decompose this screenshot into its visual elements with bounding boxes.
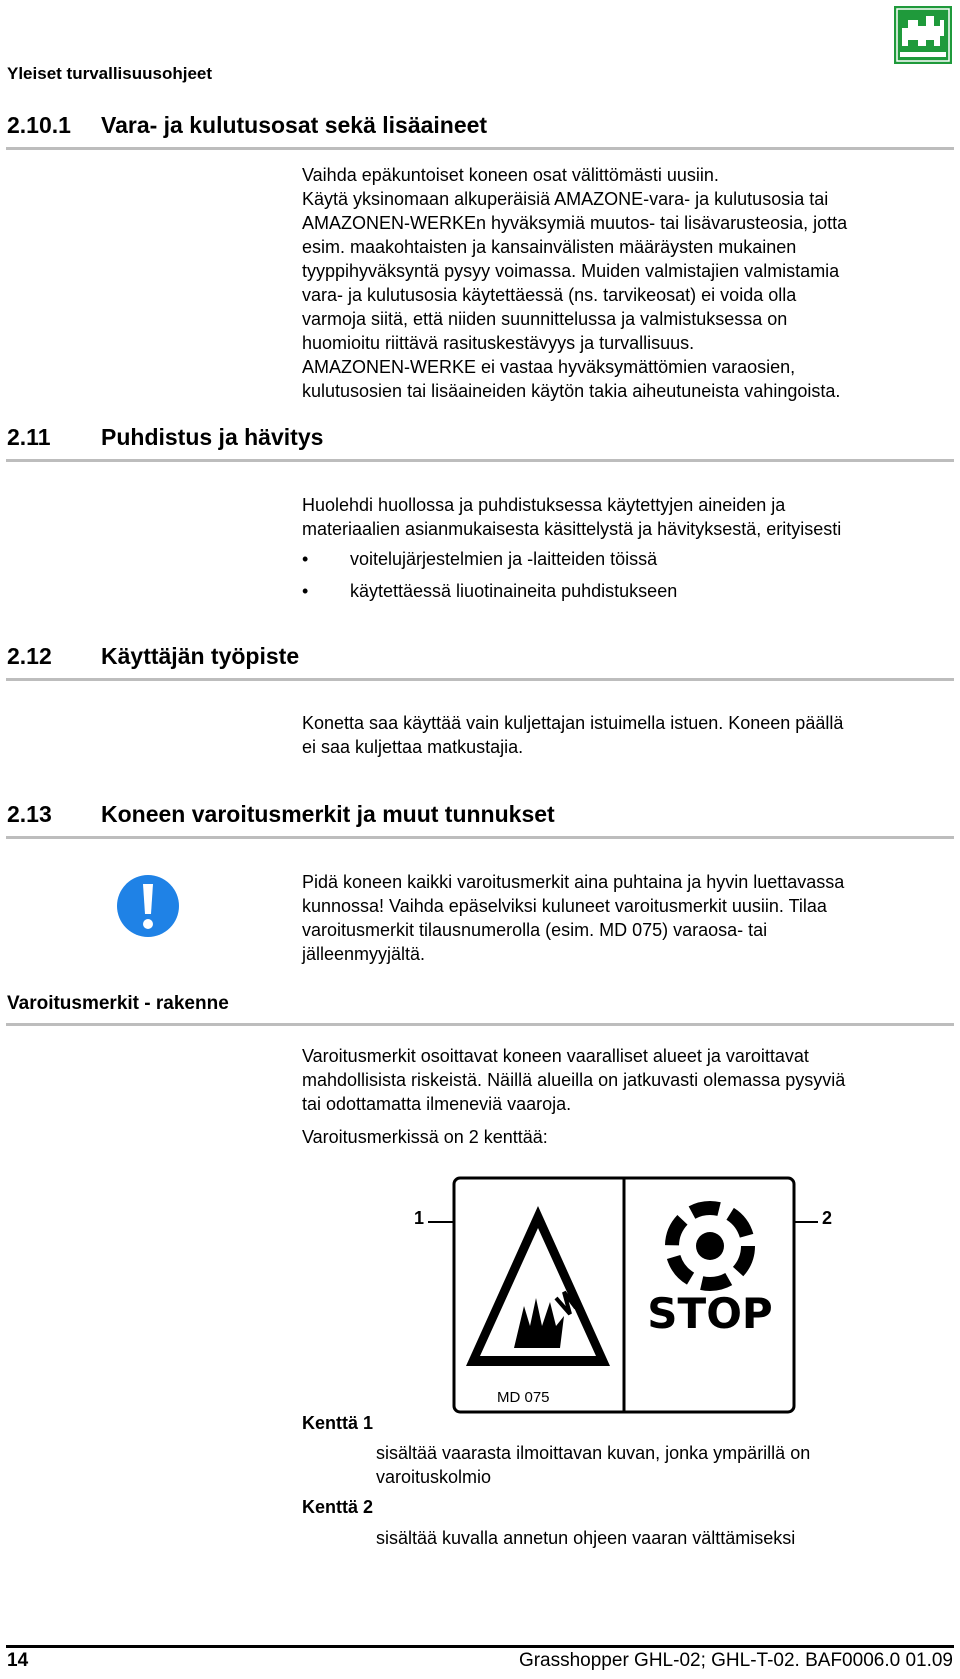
list-item: • voitelujärjestelmien ja -laitteiden töissä bbox=[302, 547, 942, 579]
field-1-label: Kenttä 1 bbox=[302, 1413, 374, 1433]
section-body-2-10-1: Vaihda epäkuntoiset koneen osat välittömästi uusiin. Käytä yksinomaan alkuperäisiä AMAZONE-vara- ja kulutusosia tai AMAZONEN-WERKEn hyväksymiä muutos- tai lisävarusteosia, jotta esim. maakohtaisten ja kansainvälisten määräysten mukainen tyyppihyväksyntä pysyy voimassa. Muiden valmistajien valmistamia vara- ja kulutusosia käytettäessä (ns. tarvikeosat) ei voida olla varmoja siitä, että niiden suunnittelussa ja valmistuksessa on huomioitu riittävä rasituskestävyys ja turvallisuus. AMAZONEN-WERKE ei vastaa hyväksymättömien varaosien, kulutusosien tai lisäaineiden käytön takia aiheutuneista vahingoista. bbox=[302, 165, 848, 401]
heading-rule bbox=[6, 678, 954, 681]
subsection-heading: Varoitusmerkit - rakenne bbox=[7, 993, 229, 1014]
bullet-list bbox=[302, 547, 942, 611]
document-reference: Grasshopper GHL-02; GHL-T-02. BAF0006.0 01.09 bbox=[518, 1650, 953, 1671]
structure-body: Varoitusmerkit osoittavat koneen vaaralliset alueet ja varoittavat mahdollisista riskeistä. Näillä alueilla on jatkuvasti olemassa pysyviä tai odottamatta ilmeneviä vaaroja. bbox=[302, 1046, 846, 1114]
running-header: Yleiset turvallisuusohjeet bbox=[7, 64, 213, 83]
section-body-2-11: Huolehdi huollossa ja puhdistuksessa käytettyjen aineiden ja materiaalien asianmukaisesta käsittelystä ja hävityksestä, erityisesti bbox=[302, 495, 842, 539]
heading-rule bbox=[6, 1023, 954, 1026]
footer-rule bbox=[6, 1645, 954, 1648]
warning-sign-md075 bbox=[452, 1176, 796, 1416]
stop-text: STOP bbox=[647, 1289, 773, 1338]
page-number: 14 bbox=[7, 1650, 29, 1671]
sign-code-label: MD 075 bbox=[494, 1389, 553, 1406]
section-heading-2-12: 2.12 Käyttäjän työpiste bbox=[7, 643, 300, 669]
section-heading-2-10-1: 2.10.1 Vara- ja kulutusosat sekä lisäaineet bbox=[7, 112, 488, 138]
list-item: • käytettäessä liuotinaineita puhdistukseen bbox=[302, 579, 942, 611]
section-heading-2-13: 2.13 Koneen varoitusmerkit ja muut tunnukset bbox=[7, 801, 555, 827]
field-1-description: sisältää vaarasta ilmoittavan kuvan, jonka ympärillä on varoituskolmio bbox=[376, 1443, 811, 1487]
amazone-logo bbox=[894, 6, 952, 64]
section-body-2-13: Pidä koneen kaikki varoitusmerkit aina puhtaina ja hyvin luettavassa kunnossa! Vaihda epäselviksi kuluneet varoitusmerkit uusiin. Tilaa varoitusmerkit tilausnumerolla (esim. MD 075) varaosa- tai jälleenmyyjältä. bbox=[302, 872, 845, 964]
structure-intro: Varoitusmerkissä on 2 kenttää: bbox=[302, 1127, 548, 1147]
heading-rule bbox=[6, 836, 954, 839]
callout-1: 1 bbox=[414, 1208, 425, 1228]
callout-2: 2 bbox=[822, 1208, 833, 1228]
field-2-label: Kenttä 2 bbox=[302, 1497, 374, 1517]
section-heading-2-11: 2.11 Puhdistus ja hävitys bbox=[7, 424, 324, 450]
exclamation-info-icon bbox=[116, 874, 180, 938]
heading-rule bbox=[6, 147, 954, 150]
section-body-2-12: Konetta saa käyttää vain kuljettajan istuimella istuen. Koneen päällä ei saa kuljettaa matkustajia. bbox=[302, 713, 844, 757]
field-2-description: sisältää kuvalla annetun ohjeen vaaran välttämiseksi bbox=[376, 1528, 796, 1548]
heading-rule bbox=[6, 459, 954, 462]
